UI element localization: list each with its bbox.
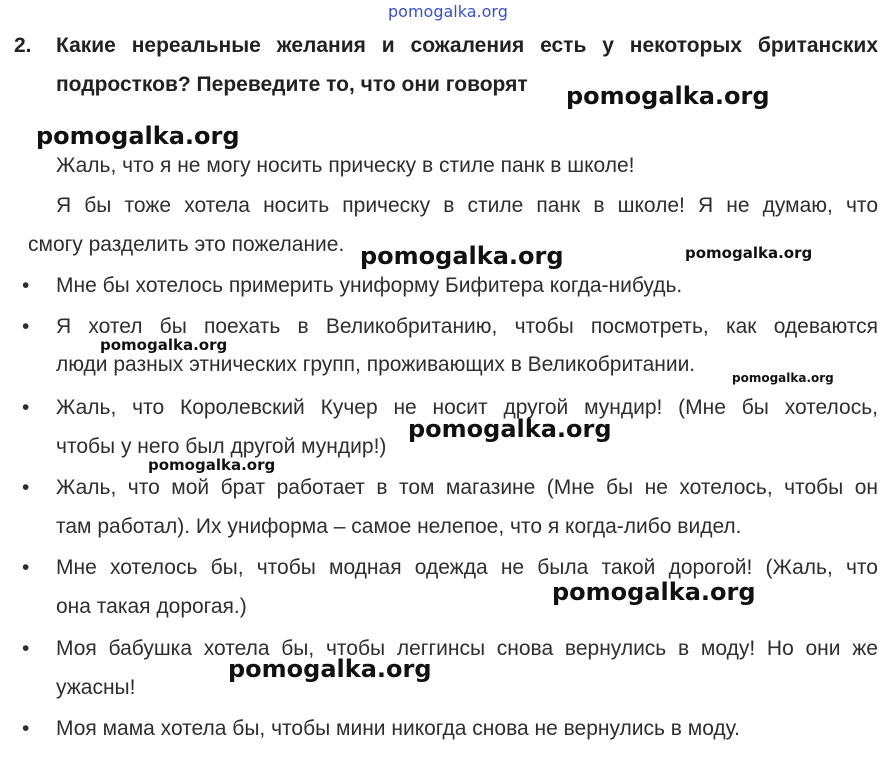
watermark: pomogalka.org xyxy=(408,415,612,443)
intro-line-2: Я бы тоже хотела носить прическу в стиле панк в школе! Я не думаю, что xyxy=(56,194,878,217)
list-item-7-line-1: Моя мама хотела бы, чтобы мини никогда снова не вернулись в моду. xyxy=(56,717,740,740)
list-item-2-line-2: люди разных этнических групп, проживающих в Великобритании. xyxy=(56,353,696,376)
bullet-4: • xyxy=(22,476,30,499)
bullet-7: • xyxy=(22,717,30,740)
bullet-5: • xyxy=(22,556,30,579)
intro-line-1: Жаль, что я не могу носить прическу в стиле панк в школе! xyxy=(56,154,635,177)
watermark: pomogalka.org xyxy=(100,336,228,354)
list-item-3-line-1: Жаль, что Королевский Кучер не носит другой мундир! (Мне бы хотелось, xyxy=(56,396,878,419)
list-item-3-line-2: чтобы у него был другой мундир!) xyxy=(56,435,387,458)
list-item-2-line-1: Я хотел бы поехать в Великобританию, чтобы посмотреть, как одеваются xyxy=(56,315,878,338)
watermark: pomogalka.org xyxy=(552,578,756,606)
list-item-4-line-1: Жаль, что мой брат работает в том магазине (Мне бы не хотелось, чтобы он xyxy=(56,476,878,499)
bullet-2: • xyxy=(22,315,30,338)
list-item-5-line-1: Мне хотелось бы, чтобы модная одежда не была такой дорогой! (Жаль, что xyxy=(56,556,878,579)
bullet-3: • xyxy=(22,396,30,419)
list-item-1-line-1: Мне бы хотелось примерить униформу Бифитера когда-нибудь. xyxy=(56,274,683,297)
question-line-1: Какие нереальные желания и сожаления есть у некоторых британских xyxy=(56,34,878,57)
watermark: pomogalka.org xyxy=(732,371,834,385)
watermark: pomogalka.org xyxy=(36,122,240,150)
list-item-5-line-2: она такая дорогая.) xyxy=(56,595,247,618)
list-item-6-line-2: ужасны! xyxy=(56,676,136,699)
intro-line-3: смогу разделить это пожелание. xyxy=(28,233,345,256)
watermark: pomogalka.org xyxy=(360,242,564,270)
watermark: pomogalka.org xyxy=(685,244,813,262)
question-line-2: подростков? Переведите то, что они говорят xyxy=(56,73,528,96)
question-number: 2. xyxy=(14,34,32,57)
watermark: pomogalka.org xyxy=(228,655,432,683)
list-item-4-line-2: там работал). Их униформа – самое нелепое, что я когда-либо видел. xyxy=(56,515,742,538)
watermark: pomogalka.org xyxy=(566,82,770,110)
bullet-1: • xyxy=(22,274,30,297)
list-item-6-line-1: Моя бабушка хотела бы, чтобы леггинсы снова вернулись в моду! Но они же xyxy=(56,637,878,660)
bullet-6: • xyxy=(22,637,30,660)
watermark: pomogalka.org xyxy=(148,456,276,474)
top-watermark: pomogalka.org xyxy=(388,2,508,21)
